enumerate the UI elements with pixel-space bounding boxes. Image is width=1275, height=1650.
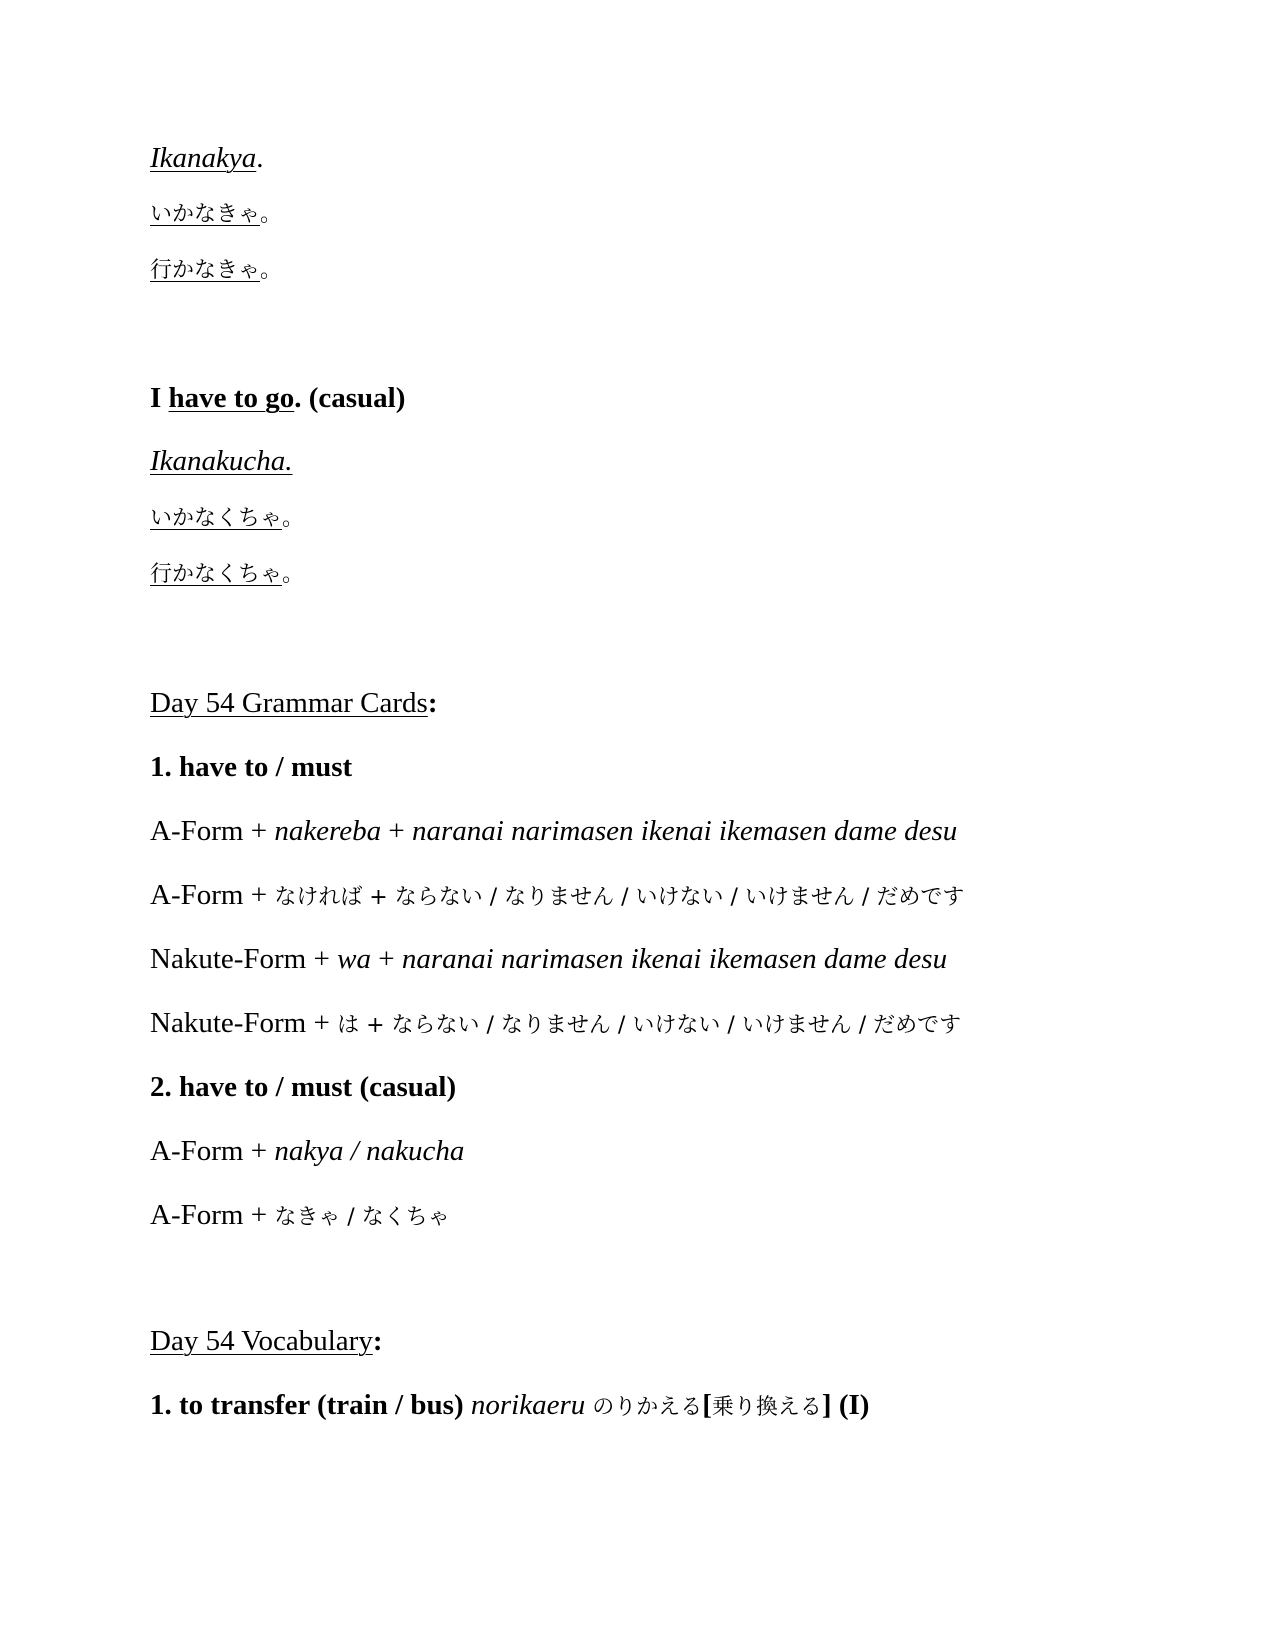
- grammar-title: Day 54 Grammar Cards: [150, 687, 428, 719]
- ikanakya-romaji-line: [150, 144, 264, 173]
- text: Nakute-Form +: [150, 1007, 338, 1039]
- ikanakya-kana-line: [150, 204, 282, 226]
- text-jp: は + ならない / なりません / いけない / いけません / だめです: [337, 1013, 962, 1038]
- text-italic: naranai narimasen ikenai ikemasen dame desu: [412, 815, 958, 847]
- heading-post: . (casual): [294, 382, 406, 414]
- ikanakya-kana: いかなきゃ: [150, 202, 261, 227]
- text: +: [370, 943, 402, 975]
- jp-period: 。: [282, 506, 305, 531]
- have-to-go-heading: [150, 384, 405, 413]
- bracket: ]: [821, 1389, 832, 1421]
- ikanakya-romaji: Ikanakya: [150, 142, 257, 174]
- vocab-romaji: norikaeru: [470, 1389, 586, 1421]
- text: A-Form +: [150, 815, 275, 847]
- grammar-line-1: [150, 817, 957, 846]
- jp-period: 。: [282, 562, 305, 587]
- vocab-verb-type: (I): [831, 1389, 870, 1421]
- grammar-line-5: [150, 1137, 464, 1166]
- grammar-card-1-title: 1. have to / must: [150, 751, 353, 783]
- vocab-section-title: [150, 1327, 383, 1356]
- text: A-Form +: [150, 1135, 275, 1167]
- text: A-Form +: [150, 1199, 275, 1231]
- text-jp: なければ + ならない / なりません / いけない / いけません / だめです: [274, 885, 965, 910]
- ikanakya-kanji: 行かなきゃ: [150, 258, 261, 283]
- ikanakucha-romaji: Ikanakucha.: [150, 445, 293, 477]
- grammar-line-2: [150, 881, 964, 910]
- colon: :: [427, 687, 438, 719]
- jp-period: 。: [260, 258, 283, 283]
- vocab-item-1: [150, 1391, 869, 1420]
- period: .: [256, 142, 264, 174]
- text: Nakute-Form +: [150, 943, 338, 975]
- heading-underlined: have to go: [168, 382, 295, 414]
- vocab-title: Day 54 Vocabulary: [150, 1325, 373, 1357]
- ikanakucha-kanji: 行かなくちゃ: [150, 562, 283, 587]
- grammar-line-6: [150, 1201, 450, 1230]
- text-jp: なきゃ / なくちゃ: [274, 1205, 450, 1230]
- ikanakucha-kana-line: [150, 508, 304, 530]
- text-italic: nakereba: [274, 815, 382, 847]
- vocab-kana: のりかえる: [585, 1395, 703, 1420]
- text-italic: wa: [337, 943, 371, 975]
- heading-pre: I: [150, 382, 169, 414]
- colon: :: [372, 1325, 383, 1357]
- text-italic: naranai narimasen ikenai ikemasen dame desu: [401, 943, 948, 975]
- bracket: [: [702, 1389, 712, 1421]
- ikanakya-kanji-line: [150, 260, 282, 282]
- grammar-section-title: [150, 689, 438, 718]
- text: A-Form +: [150, 879, 275, 911]
- jp-period: 。: [260, 202, 283, 227]
- grammar-line-3: [150, 945, 947, 974]
- grammar-line-4: [150, 1009, 961, 1038]
- ikanakucha-kanji-line: [150, 564, 304, 586]
- ikanakucha-kana: いかなくちゃ: [150, 506, 283, 531]
- vocab-english: 1. to transfer (train / bus): [150, 1389, 471, 1421]
- vocab-kanji: 乗り換える: [711, 1395, 822, 1420]
- grammar-card-2-title: 2. have to / must (casual): [150, 1071, 457, 1103]
- text-italic: nakya / nakucha: [274, 1135, 465, 1167]
- text: +: [381, 815, 412, 847]
